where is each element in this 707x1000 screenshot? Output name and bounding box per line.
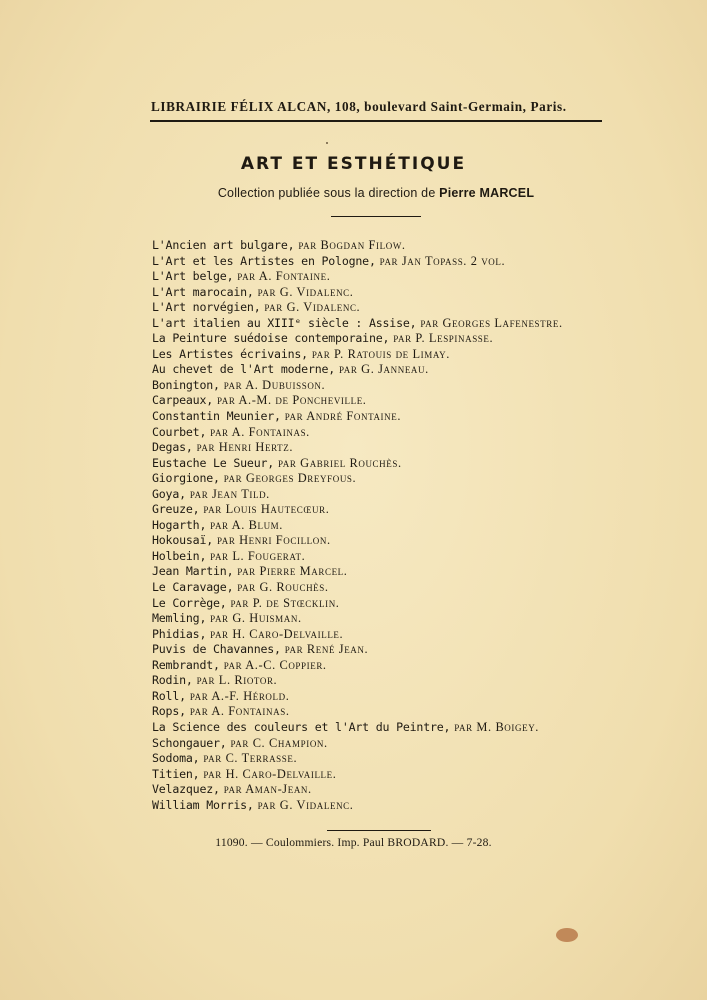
book-title: Titien, bbox=[152, 766, 200, 781]
book-entry bbox=[152, 533, 592, 549]
book-title: Rops, bbox=[152, 704, 186, 719]
collection-subtitle bbox=[150, 186, 602, 200]
book-author: par A. Fontainas. bbox=[210, 424, 310, 439]
book-title: Hogarth, bbox=[152, 517, 207, 532]
book-entry bbox=[152, 673, 592, 689]
subtitle-prefix: Collection publiée sous la direction de bbox=[217, 186, 436, 200]
book-author: par L. Riotor. bbox=[196, 673, 278, 688]
book-author: par L. Fougerat. bbox=[210, 548, 306, 563]
book-title: William Morris, bbox=[152, 797, 254, 812]
book-author: par Pierre Marcel. bbox=[237, 564, 348, 579]
book-entry bbox=[152, 316, 592, 332]
book-title: L'Art et les Artistes en Pologne, bbox=[152, 253, 376, 268]
book-entry bbox=[152, 564, 592, 580]
collection-director: Pierre MARCEL bbox=[439, 186, 535, 200]
book-entry bbox=[152, 798, 592, 814]
book-title: Roll, bbox=[152, 688, 186, 703]
book-author: par G. Vidalenc. bbox=[257, 284, 354, 299]
book-title: Goya, bbox=[152, 486, 186, 501]
printer-imprint: 11090. — Coulommiers. Imp. Paul BRODARD. — 7-28. bbox=[215, 836, 492, 849]
book-title: Sodoma, bbox=[152, 751, 200, 766]
book-title: Rembrandt, bbox=[152, 657, 220, 672]
book-entry bbox=[152, 331, 592, 347]
book-entry bbox=[152, 347, 592, 363]
book-entry bbox=[152, 751, 592, 767]
book-author: par C. Champion. bbox=[230, 735, 328, 750]
book-title: Memling, bbox=[152, 611, 207, 626]
book-title: L'art italien au XIIIᵉ siècle : Assise, bbox=[152, 315, 417, 330]
book-author: par H. Caro-Delvaille. bbox=[210, 626, 344, 641]
book-entry bbox=[152, 767, 592, 783]
book-list bbox=[152, 238, 592, 813]
book-entry bbox=[152, 285, 592, 301]
book-entry bbox=[152, 393, 592, 409]
book-entry bbox=[152, 440, 592, 456]
book-author: par A. Fontainas. bbox=[189, 704, 290, 719]
book-title: Le Caravage, bbox=[152, 580, 234, 595]
book-title: Bonington, bbox=[152, 377, 220, 392]
book-author: par Bogdan Filow. bbox=[298, 238, 406, 252]
book-title: L'Art belge, bbox=[152, 269, 234, 284]
book-author: par A.-C. Coppier. bbox=[223, 657, 327, 672]
book-title: L'Art marocain, bbox=[152, 284, 254, 299]
book-entry bbox=[152, 642, 592, 658]
book-title: L'Art norvégien, bbox=[152, 300, 261, 315]
book-author: par Gabriel Rouchès. bbox=[277, 455, 402, 470]
book-title: Velazquez, bbox=[152, 782, 220, 797]
book-entry bbox=[152, 502, 592, 518]
book-title: Eustache Le Sueur, bbox=[152, 455, 275, 470]
book-title: Schongauer, bbox=[152, 735, 227, 750]
book-entry bbox=[152, 362, 592, 378]
book-entry bbox=[152, 471, 592, 487]
book-author: par Jan Topass. 2 vol. bbox=[379, 253, 506, 268]
book-author: par André Fontaine. bbox=[284, 409, 402, 424]
book-entry bbox=[152, 580, 592, 596]
book-author: par Louis Hautecœur. bbox=[203, 502, 330, 517]
book-title: Greuze, bbox=[152, 502, 200, 517]
title-separator-rule bbox=[331, 216, 421, 217]
paper-speck bbox=[326, 142, 328, 144]
book-author: par P. Lespinasse. bbox=[393, 331, 494, 346]
book-author: par A. Blum. bbox=[210, 517, 283, 532]
book-entry bbox=[152, 596, 592, 612]
book-title: Au chevet de l'Art moderne, bbox=[152, 362, 336, 377]
paper-stain bbox=[556, 928, 578, 942]
collection-title: ART ET ESTHÉTIQUE bbox=[240, 154, 467, 174]
book-entry bbox=[152, 269, 592, 285]
book-title: Hokousaï, bbox=[152, 533, 214, 548]
book-title: Puvis de Chavannes, bbox=[152, 642, 281, 657]
book-entry bbox=[152, 704, 592, 720]
book-entry bbox=[152, 409, 592, 425]
book-title: Rodin, bbox=[152, 673, 193, 688]
book-title: L'Ancien art bulgare, bbox=[152, 238, 295, 252]
book-title: La Peinture suédoise contemporaine, bbox=[152, 331, 390, 346]
book-author: par A. Fontaine. bbox=[237, 269, 331, 284]
book-author: par Georges Lafenestre. bbox=[420, 315, 563, 330]
book-entry bbox=[152, 254, 592, 270]
book-entry bbox=[152, 487, 592, 503]
book-author: par M. Boigey. bbox=[454, 719, 539, 734]
header-rule bbox=[150, 120, 602, 122]
publisher-header: LIBRAIRIE FÉLIX ALCAN, 108, boulevard Saint-Germain, Paris. bbox=[151, 99, 567, 114]
book-title: Degas, bbox=[152, 440, 193, 455]
book-author: par P. de Stœcklin. bbox=[230, 595, 340, 610]
book-author: par Aman-Jean. bbox=[223, 782, 312, 797]
book-title: Giorgione, bbox=[152, 471, 220, 486]
book-entry bbox=[152, 518, 592, 534]
book-author: par G. Huisman. bbox=[210, 611, 302, 626]
book-author: par A.-M. de Poncheville. bbox=[216, 393, 367, 408]
book-author: par Georges Dreyfous. bbox=[223, 471, 357, 486]
book-author: par Henri Focillon. bbox=[216, 533, 331, 548]
book-entry bbox=[152, 549, 592, 565]
footer-rule bbox=[327, 830, 431, 831]
book-entry bbox=[152, 689, 592, 705]
book-entry bbox=[152, 782, 592, 798]
book-author: par René Jean. bbox=[284, 642, 369, 657]
book-entry bbox=[152, 611, 592, 627]
book-author: par A. Dubuisson. bbox=[223, 377, 326, 392]
book-author: par G. Rouchès. bbox=[237, 580, 329, 595]
book-title: Courbet, bbox=[152, 424, 207, 439]
book-author: par C. Terrasse. bbox=[203, 751, 298, 766]
book-entry bbox=[152, 238, 592, 254]
book-entry bbox=[152, 658, 592, 674]
book-entry bbox=[152, 720, 592, 736]
book-author: par H. Caro-Delvaille. bbox=[203, 766, 337, 781]
book-author: par G. Vidalenc. bbox=[257, 797, 354, 812]
book-entry bbox=[152, 300, 592, 316]
book-entry bbox=[152, 456, 592, 472]
book-author: par A.-F. Hérold. bbox=[189, 688, 290, 703]
book-title: Les Artistes écrivains, bbox=[152, 346, 308, 361]
book-entry bbox=[152, 425, 592, 441]
book-title: Carpeaux, bbox=[152, 393, 214, 408]
book-title: Holbein, bbox=[152, 548, 207, 563]
book-author: par Jean Tild. bbox=[189, 486, 270, 501]
book-entry bbox=[152, 627, 592, 643]
book-title: La Science des couleurs et l'Art du Peintre, bbox=[152, 719, 451, 734]
book-author: par G. Vidalenc. bbox=[264, 300, 361, 315]
book-author: par P. Ratouis de Limay. bbox=[311, 346, 450, 361]
book-title: Phidias, bbox=[152, 626, 207, 641]
book-entry bbox=[152, 736, 592, 752]
book-title: Jean Martin, bbox=[152, 564, 234, 579]
book-title: Le Corrège, bbox=[152, 595, 227, 610]
book-entry bbox=[152, 378, 592, 394]
book-author: par Henri Hertz. bbox=[196, 440, 294, 455]
book-author: par G. Janneau. bbox=[338, 362, 429, 377]
book-title: Constantin Meunier, bbox=[152, 409, 281, 424]
